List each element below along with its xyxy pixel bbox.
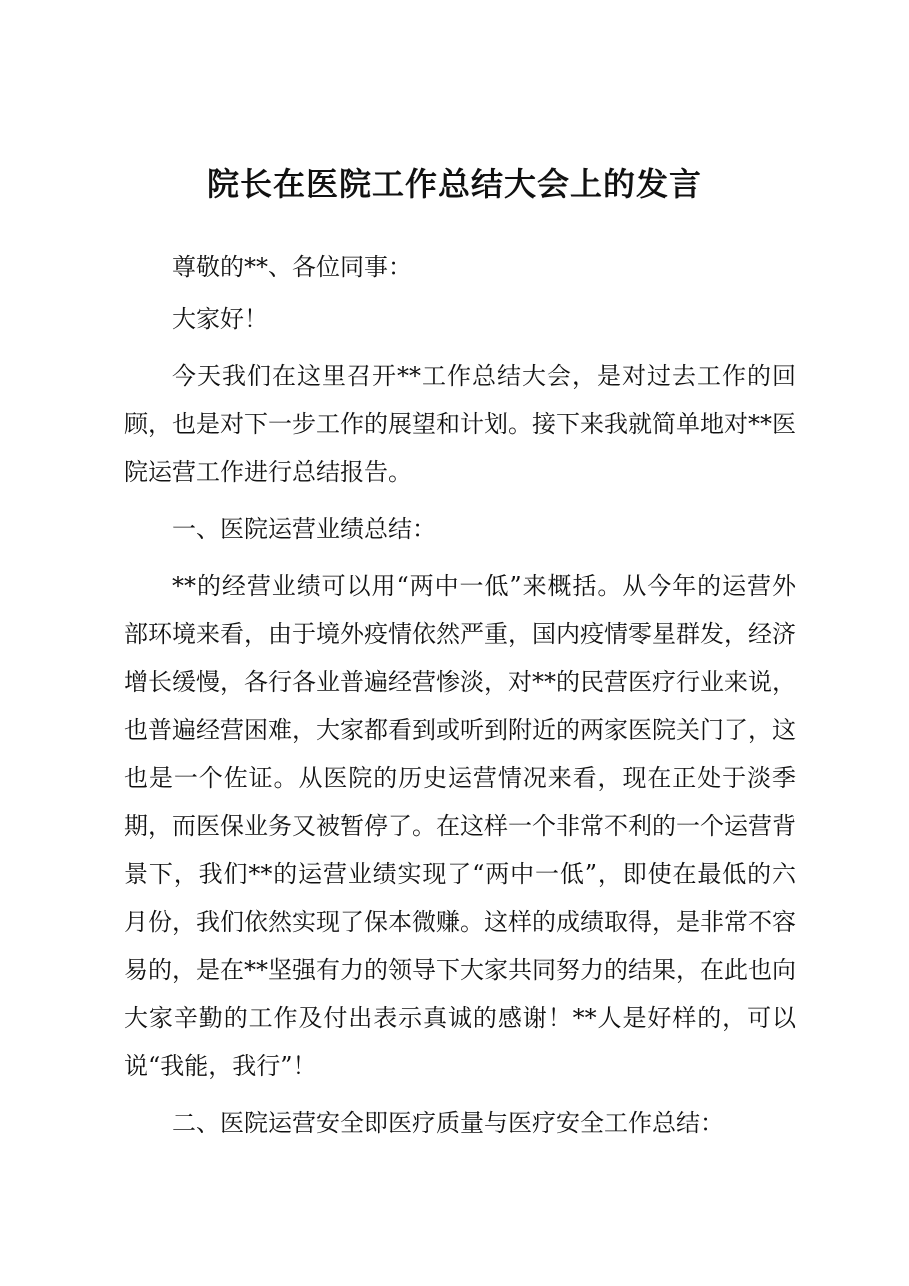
salutation-paragraph: 尊敬的**、各位同事： — [172, 253, 412, 281]
document-body — [124, 248, 796, 1142]
greeting-paragraph: 大家好！ — [172, 305, 268, 333]
section-heading-2: 二、医院运营安全即医疗质量与医疗安全工作总结： — [172, 1109, 724, 1137]
intro-paragraph: 今天我们在这里召开**工作总结大会，是对过去工作的回顾，也是对下一步工作的展望和计划。接下来我就简单地对**医院运营工作进行总结报告。 — [124, 362, 796, 486]
document-title: 院长在医院工作总结大会上的发言 — [206, 165, 702, 203]
section-heading-1: 一、医院运营业绩总结： — [172, 515, 436, 543]
performance-paragraph: **的经营业绩可以用“两中一低”来概括。从今年的运营外部环境来看，由于境外疫情依然严重，国内疫情零星群发，经济增长缓慢，各行各业普遍经营惨淡，对**的民营医疗行业来说，也普遍经营困难，大家都看到或听到附近的两家医院关门了，这也是一个佐证。从医院的历史运营情况来看，现在正处于淡季期，而医保业务又被暂停了。在这样一个非常不利的一个运营背景下，我们**的运营业绩实现了“两中一低”，即使在最低的六月份，我们依然实现了保本微赚。这样的成绩取得，是非常不容易的，是在**坚强有力的领导下大家共同努力的结果，在此也向大家辛勤的工作及付出表示真诚的感谢！**人是好样的，可以说“我能，我行”！ — [124, 572, 796, 1080]
